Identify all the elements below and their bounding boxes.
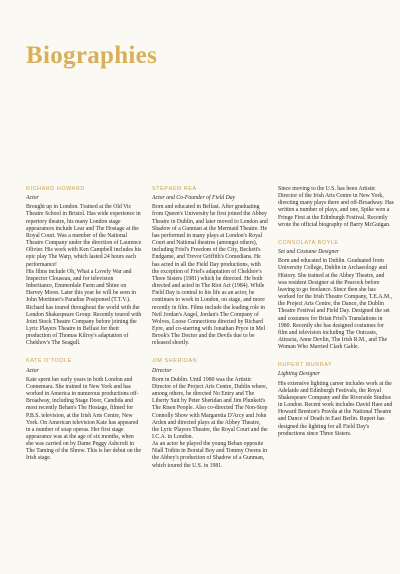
bio-paragraph: Born and educated in Belfast. After graduating from Queen's University he first joined the Abbey Theatre in Dublin, and later moved to London and Shadow of a Gunman at the Mermaid Theatre. He has performed in many plays at London's Royal Court and National theatres (amongst others), including Friel's Freedom of the City, Beckett's Endgame, and Trevor Griffith's Comedians. He has acted in all the Field Day productions, with the exception of Friel's adaptation of Chekhov's Three Sisters (1981) which he directed. He both directed and acted in The Riot Act (1984). While Field Day is central to his life as an actor, he continues to work in London, on stage, and more recently in film. Films include the leading role in Neil Jordan's Angel, Jordan's The Company of Wolves, Loose Connections directed by Richard Eyre, and co-starring with Jonathan Pryce in Mel Brook's The Doctor and the Devils due to be released shortly. [152,204,268,347]
bio-paragraph: His extensive lighting career includes work at the Adelaide and Edinburgh Festivals, the Royal Shakespeare Company and the Riverside Studios in London. Recent work includes David Hare and Howard Brenton's Pravda at the National Theatre and Dance of Death in East Berlin. Rupert has designed the lighting for all Field Day's productions since Three Sisters. [278,380,393,437]
bio-text [26,204,142,347]
bio-name: STEPHEN REA [152,186,197,192]
column-middle [152,186,268,481]
bio-text [278,258,394,351]
bio-text [152,377,268,470]
bio-text [26,377,142,463]
bio-text [278,186,394,229]
bio-name: KATE O'TOOLE [26,358,72,365]
bio-jim-sheridan-continued [278,186,394,229]
column-right [278,186,394,449]
bio-name: RICHARD HOWARD [26,186,85,192]
bio-paragraph: As an actor he played the young Behan opposite Niall Toibin in Borstal Boy and Tommy Owens in the Abbey's production of Shadow of a Gunman, which toured the U.S. in 1981. [152,441,267,469]
bio-role: Actor [26,367,39,374]
bio-role: Actor [26,195,39,202]
bio-kate-otoole [26,358,142,462]
bio-text [152,204,268,347]
bio-role: Lighting Designer [278,371,321,378]
bio-name: CONSOLATA BOYLE [278,239,339,246]
bio-paragraph: Brought up in London. Trained at the Old Vic Theatre School in Bristol. Has wide experience in repertory theatre, his many London stage appearances include Lear and The Hostage at the Royal Court. Was a member of the National Theatre Company under the direction of Laurence Olivier. His work with Ken Campbell includes his epic play The Warp, which lasted 24 hours each performance! [26,204,142,268]
bio-name: JIM SHERIDAN [152,358,198,365]
bio-jim-sheridan [152,358,268,469]
bio-rupert-murray [278,362,394,438]
page-title: Biographies [26,42,158,69]
bio-stephen-rea [152,186,268,347]
bio-paragraph: Kate spent her early years in both London and Connemara. She trained in New York and has worked in America in numerous productions off-Broadway, including Stage Door, Candida and most recently Behan's The Hostage, filmed for P.B.S. television, at the Irish Arts Centre, New York. On American television Kate has appeared in a number of soap operas. Her first stage appearance was at the age of six months, when she was carried on by Dame Peggy Ashcroft in The Taming of the Shrew. This is her debut on the Irish stage. [26,376,142,462]
bio-paragraph: Born in Dublin. Until 1980 was the Artistic Director of the Project Arts Centre, Dublin where, among others, he directed No Entry and The Liberty Suit by Peter Sheridan and Jim Plunkett's The Risen People. Also co-directed The Non-Stop Connolly Show with Margaretta D'Arcy and John Arden and directed plays at the Abbey Theatre, the Lyric Players Theatre, the Royal Court and the I.C.A. in London. [152,376,268,440]
bio-role: Actor and Co-Founder of Field Day [152,195,236,202]
bio-text [278,381,394,438]
bio-richard-howard [26,186,142,347]
bio-paragraph: Born and educated in Dublin. Graduated from University College, Dublin in Archaeology and History. She trained at the Abbey Theatre, and was resident Designer at the Peacock before leaving to go freelance. Since then she has worked for the Irish Theatre Company, T.E.A.M., the Project Arts Centre, the Dance, the Dublin Theatre Festival and Field Day. Designed the set and costumes for Brian Friel's Translations in 1980. Recently she has designed costumes for film and television including The Outcasts, Attracta, Anne Devlin, The Irish R.M., and The Woman Who Married Clark Gable. [278,258,392,351]
bio-paragraph: Since moving to the U.S. has been Artistic Director of the Irish Arts Centre in New York, directing many plays there and off-Broadway. Has written a number of plays, and one, Spike won a Fringe First at the Edinburgh Festival. Recently wrote the official biography of Barry McGuigan. [278,186,394,228]
bio-paragraph: His films include Oh, What a Lovely War and Inspector Clouseau, and for television Inheritance, Emmerdale Farm and Shine on Harvey Moon. Later this year he will be seen in John Mortimer's Paradise Postponed (T.T.V.). Richard has toured throughout the world with the London Shakespeare Group. Recently toured with Joint Stock Theatre Company before joining the Lyric Players Theatre in Belfast for their production of Thomas Kilroy's adaptation of Chekhov's The Seagull. [26,268,142,347]
bio-consolata-boyle [278,240,394,351]
bio-role: Director [152,367,172,374]
column-left [26,186,142,474]
bio-name: RUPERT MURRAY [278,362,333,369]
bio-role: Set and Costume Designer [278,249,340,256]
